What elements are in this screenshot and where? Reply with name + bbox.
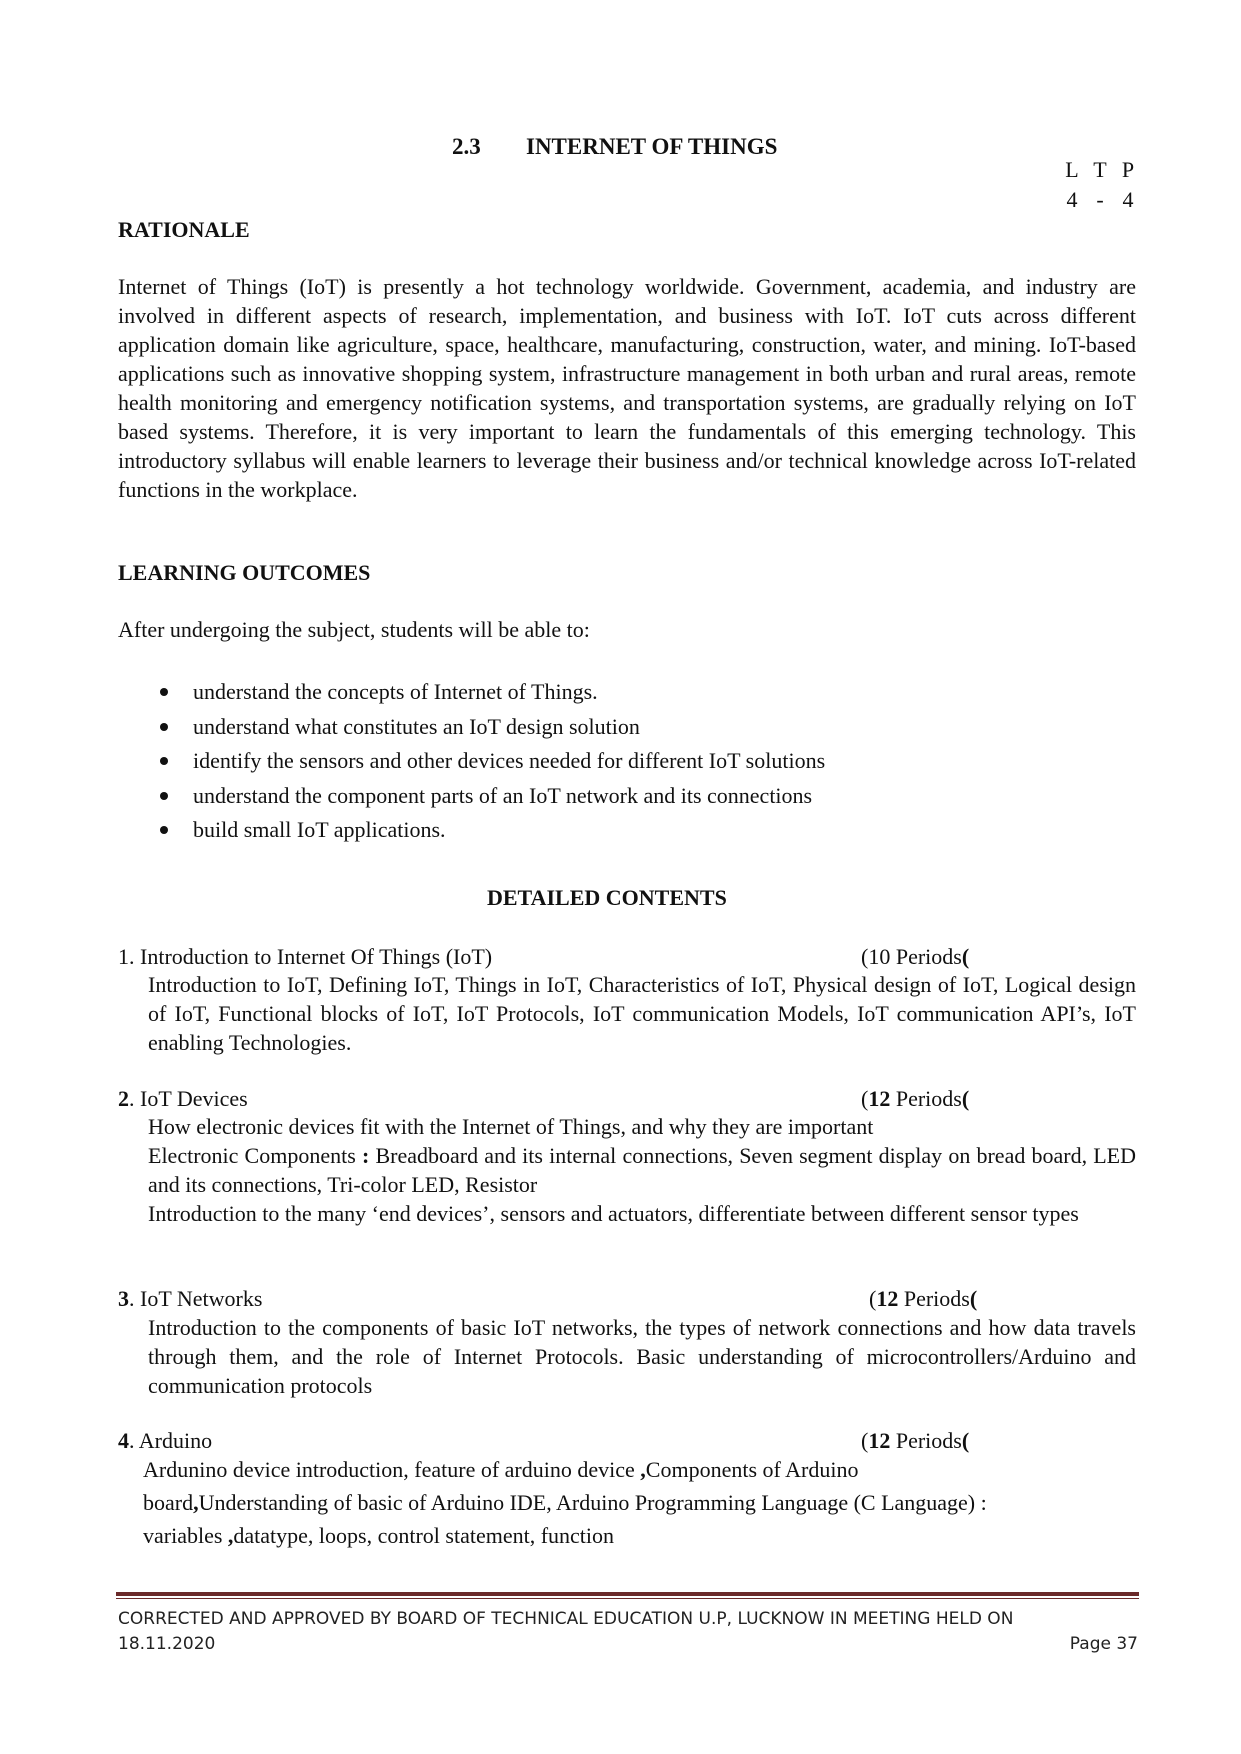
unit-4-periods: (12 Periods( — [861, 1428, 970, 1453]
bullet-icon — [160, 723, 168, 731]
ltp-value-p: 4 — [1122, 187, 1134, 212]
ltp-header-t: T — [1093, 157, 1107, 182]
unit-4-body-line-1: Ardunino device introduction, feature of arduino device ,Components of Arduino — [143, 1457, 859, 1482]
unit-title: Arduino — [138, 1428, 213, 1453]
footer-divider-thick — [116, 1592, 1139, 1596]
ltp-headers — [1058, 156, 1144, 184]
learning-outcomes-heading: LEARNING OUTCOMES — [118, 560, 371, 585]
page-number: Page 37 — [1069, 1634, 1138, 1654]
detailed-contents-heading: DETAILED CONTENTS — [487, 885, 727, 910]
section-title: INTERNET OF THINGS — [526, 134, 778, 159]
bullet-icon — [160, 688, 168, 696]
unit-number: 4 — [118, 1428, 129, 1453]
unit-2-periods: (12 Periods( — [861, 1086, 970, 1111]
list-item: understand the component parts of an IoT network and its connections — [160, 779, 1060, 814]
unit-title: IoT Networks — [140, 1286, 263, 1311]
list-item: understand the concepts of Internet of Things. — [160, 675, 1060, 710]
learning-outcomes-intro: After undergoing the subject, students will be able to: — [118, 617, 590, 642]
unit-number: 2 — [118, 1086, 129, 1111]
unit-1-body: Introduction to IoT, Defining IoT, Things in IoT, Characteristics of IoT, Physical design of IoT, Logical design of IoT, Functional blocks of IoT, IoT Protocols, IoT communication Models, IoT communication API’s, IoT enabling Technologies. — [148, 972, 1136, 1055]
unit-2-body-end-devices: Introduction to the many ‘end devices’, sensors and actuators, differentiate between different sensor types — [148, 1201, 1079, 1226]
ltp-values — [1058, 186, 1144, 214]
unit-3-heading: 3. IoT Networks — [118, 1286, 263, 1311]
unit-number: 1 — [118, 944, 129, 969]
ltp-header-p: P — [1121, 157, 1135, 182]
rationale-text: Internet of Things (IoT) is presently a hot technology worldwide. Government, academia, and industry are involved in different aspects of research, implementation, and business with IoT. IoT cuts across different application domain like agriculture, space, healthcare, manufacturing, construction, water, and mining. IoT-based applications such as innovative shopping system, infrastructure management in both urban and rural areas, remote health monitoring and emergency notification systems, and transportation systems, are gradually relying on IoT based systems. Therefore, it is very important to learn the fundamentals of this emerging technology. This introductory syllabus will enable learners to leverage their business and/or technical knowledge across IoT-related functions in the workplace. — [118, 274, 1136, 502]
unit-2-heading: 2. IoT Devices — [118, 1086, 248, 1111]
unit-3-body: Introduction to the components of basic IoT networks, the types of network connections and how data travels through them, and the role of Internet Protocols. Basic understanding of microcontrollers/Arduino and communication protocols — [148, 1315, 1136, 1398]
learning-outcomes-list — [160, 675, 1060, 848]
unit-number: 3 — [118, 1286, 129, 1311]
list-item: identify the sensors and other devices needed for different IoT solutions — [160, 744, 1060, 779]
unit-1-periods: (10 Periods( — [861, 944, 970, 969]
unit-1-heading: 1. Introduction to Internet Of Things (IoT) — [118, 944, 493, 969]
unit-title: Introduction to Internet Of Things (IoT) — [140, 944, 493, 969]
unit-4-body-line-3: variables ,datatype, loops, control statement, function — [143, 1523, 615, 1548]
rationale-heading: RATIONALE — [118, 217, 250, 242]
bullet-icon — [160, 757, 168, 765]
unit-3-periods: (12 Periods( — [869, 1286, 978, 1311]
unit-4-body-line-2: board,Understanding of basic of Arduino IDE, Arduino Programming Language (C Language) : — [143, 1490, 987, 1515]
unit-4-heading: 4. Arduino — [118, 1428, 213, 1453]
footer-divider-thin — [116, 1598, 1139, 1599]
unit-2-body-components: Electronic Components : Breadboard and its internal connections, Seven segment display on bread board, LED and its connections, Tri-color LED, Resistor — [148, 1143, 1137, 1197]
list-item: build small IoT applications. — [160, 813, 1060, 848]
ltp-value-l: 4 — [1066, 187, 1078, 212]
bullet-icon — [160, 792, 168, 800]
unit-2-body-line-1: How electronic devices fit with the Internet of Things, and why they are important — [148, 1114, 874, 1139]
page-title — [452, 132, 777, 161]
section-number: 2.3 — [452, 134, 481, 159]
ltp-value-t: - — [1096, 187, 1104, 212]
footer-date: 18.11.2020 — [118, 1634, 216, 1654]
unit-title: IoT Devices — [140, 1086, 248, 1111]
list-item: understand what constitutes an IoT design solution — [160, 710, 1060, 745]
ltp-header-l: L — [1065, 157, 1079, 182]
footer-approval-note: CORRECTED AND APPROVED BY BOARD OF TECHNICAL EDUCATION U.P, LUCKNOW IN MEETING HELD ON — [118, 1609, 1014, 1629]
bullet-icon — [160, 826, 168, 834]
